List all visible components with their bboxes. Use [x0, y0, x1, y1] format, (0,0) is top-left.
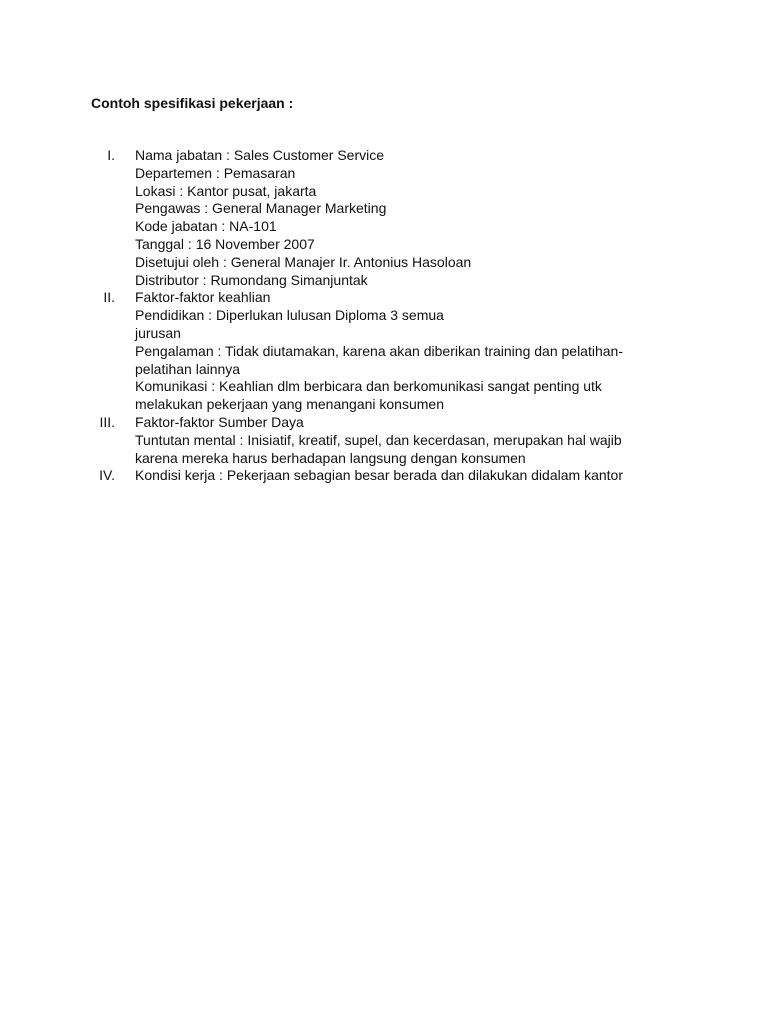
section-lines: [135, 289, 675, 414]
line-pendidikan: Pendidikan : Diperlukan lulusan Diploma 3 semua: [135, 307, 444, 324]
section-numeral: III.: [99, 413, 115, 430]
line-kode-jabatan: Kode jabatan : NA-101: [135, 218, 277, 235]
line-disetujui-oleh: Disetujui oleh : General Manajer Ir. Antonius Hasoloan: [135, 253, 472, 270]
line-pengawas: Pengawas : General Manager Marketing: [135, 200, 387, 217]
section-4: [0, 467, 768, 485]
line-komunikasi: Komunikasi : Keahlian dlm berbicara dan berkomunikasi sangat penting utk: [135, 378, 602, 395]
line-tuntutan-mental: Tuntutan mental : Inisiatif, kreatif, supel, dan kecerdasan, merupakan hal wajib: [135, 431, 622, 448]
line-distributor: Distributor : Rumondang Simanjuntak: [135, 271, 368, 288]
line-nama-jabatan: Nama jabatan : Sales Customer Service: [135, 147, 384, 163]
line-pengalaman-cont: pelatihan lainnya: [135, 360, 241, 377]
section-2: [0, 289, 768, 414]
line-kondisi-kerja: Kondisi kerja : Pekerjaan sebagian besar berada dan dilakukan didalam kantor: [135, 467, 623, 484]
line-lokasi: Lokasi : Kantor pusat, jakarta: [135, 182, 317, 199]
section-numeral: I.: [107, 147, 115, 163]
section-numeral: IV.: [99, 467, 115, 484]
line-tuntutan-mental-cont: karena mereka harus berhadapan langsung dengan konsumen: [135, 449, 526, 466]
section-numeral: II.: [103, 289, 115, 306]
line-faktor-keahlian: Faktor-faktor keahlian: [135, 289, 271, 306]
line-tanggal: Tanggal : 16 November 2007: [135, 235, 315, 252]
line-pengalaman: Pengalaman : Tidak diutamakan, karena akan diberikan training dan pelatihan-: [135, 342, 623, 359]
section-lines: [135, 467, 675, 485]
spec-list: [0, 147, 768, 485]
section-3: [0, 414, 768, 467]
document-title: Contoh spesifikasi pekerjaan :: [91, 95, 294, 111]
line-faktor-sumber-daya: Faktor-faktor Sumber Daya: [135, 413, 304, 430]
line-komunikasi-cont: melakukan pekerjaan yang menangani konsumen: [135, 396, 444, 413]
section-lines: [135, 147, 675, 289]
section-lines: [135, 414, 675, 467]
line-pendidikan-cont: jurusan: [135, 324, 181, 341]
section-1: [0, 147, 768, 289]
line-departemen: Departemen : Pemasaran: [135, 164, 296, 181]
